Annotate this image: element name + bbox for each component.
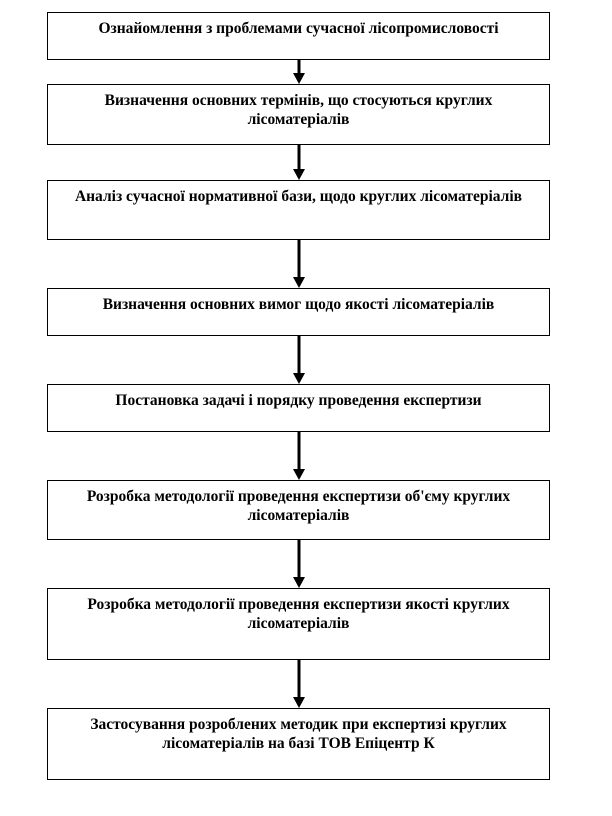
step-label-2: Визначення основних термінів, що стосуються круглих лісоматеріалів (104, 92, 493, 128)
step-label-7: Розробка методології проведення експертизи якості круглих лісоматеріалів (87, 596, 510, 632)
arrow-down-icon (291, 336, 307, 384)
step-label-6: Розробка методології проведення експертизи об'єму круглих лісоматеріалів (86, 488, 511, 524)
step-label-5: Постановка задачі і порядку проведення експертизи (115, 392, 482, 409)
arrow-down-icon (291, 540, 307, 588)
arrow-down-icon (291, 432, 307, 480)
step-box-7 (47, 588, 550, 660)
step-box-6 (47, 480, 550, 540)
arrow-down-icon (291, 660, 307, 708)
arrow-down-icon (291, 145, 307, 180)
step-label-1: Ознайомлення з проблемами сучасної лісопромисловості (98, 20, 499, 37)
arrow-down-icon (291, 60, 307, 84)
step-box-1 (47, 12, 550, 60)
step-box-5 (47, 384, 550, 432)
step-box-2 (47, 84, 550, 145)
arrow-down-icon (291, 240, 307, 288)
step-label-8: Застосування розроблених методик при експертизі круглих лісоматеріалів на базі ТОВ Епіцентр К (90, 716, 507, 752)
step-label-4: Визначення основних вимог щодо якості лісоматеріалів (102, 296, 495, 313)
step-label-3: Аналіз сучасної нормативної бази, щодо круглих лісоматеріалів (74, 188, 523, 205)
step-box-8 (47, 708, 550, 780)
step-box-3 (47, 180, 550, 240)
step-box-4 (47, 288, 550, 336)
